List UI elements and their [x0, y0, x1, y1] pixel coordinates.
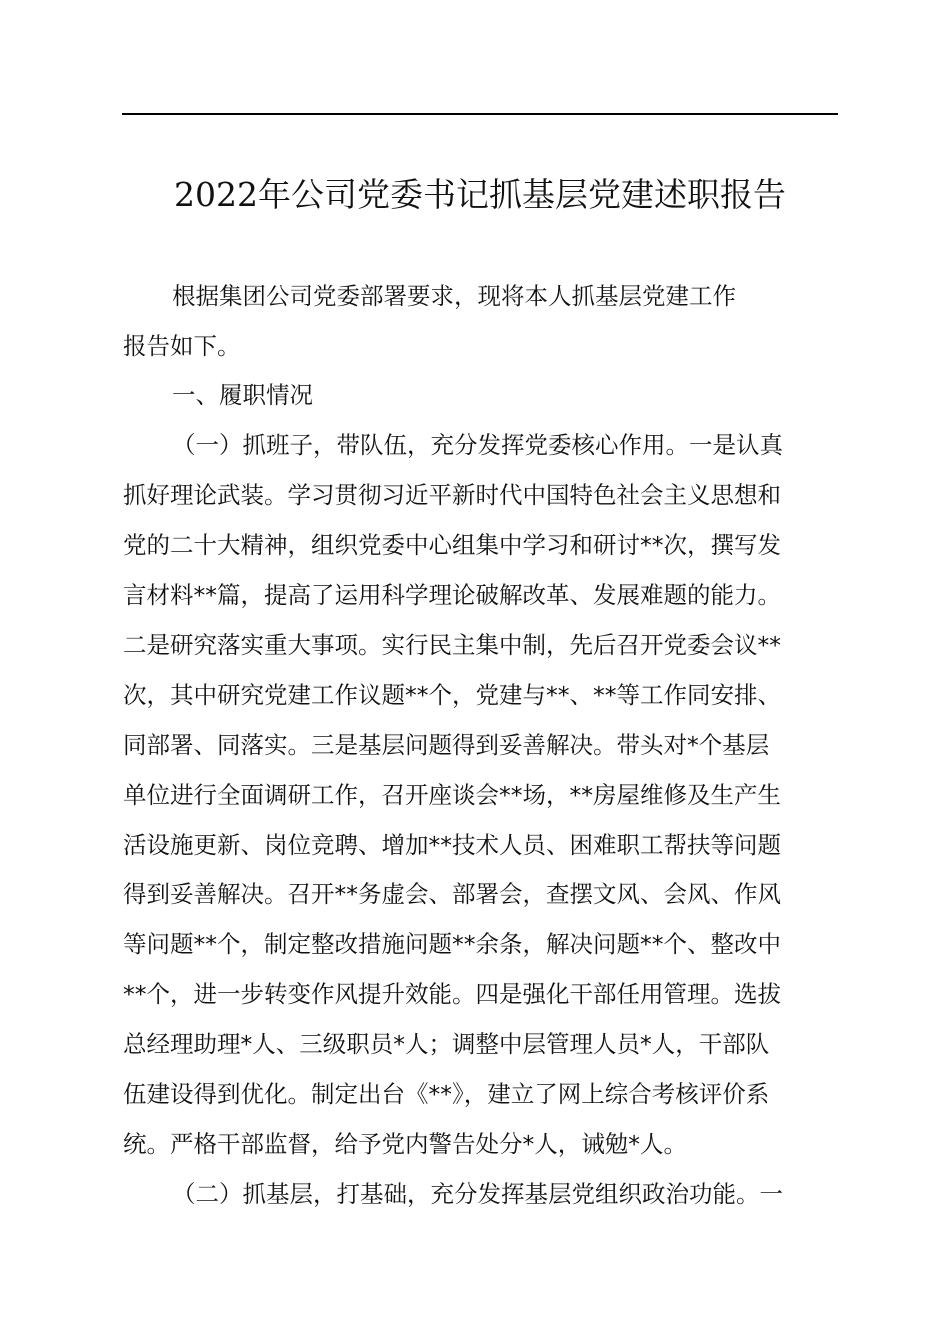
paragraph-line-2: 报告如下。 [123, 332, 241, 360]
paragraph-line-16: 总经理助理*人、三级职员*人；调整中层管理人员*人，干部队 [123, 1030, 770, 1058]
paragraph-line-1: 根据集团公司党委部署要求，现将本人抓基层党建工作 [172, 282, 736, 310]
header-rule [122, 113, 838, 115]
paragraph-line-9: 次，其中研究党建工作议题**个，党建与**、**等工作同安排、 [123, 681, 781, 709]
document-title: 2022年公司党委书记抓基层党建述职报告 [174, 175, 786, 214]
paragraph-line-6: 党的二十大精神，组织党委中心组集中学习和研讨**次，撰写发 [123, 531, 781, 559]
paragraph-line-13: 得到妥善解决。召开**务虚会、部署会，查摆文风、会风、作风 [123, 880, 781, 908]
paragraph-line-12: 活设施更新、岗位竞聘、增加**技术人员、困难职工帮扶等问题 [123, 831, 781, 859]
paragraph-line-11: 单位进行全面调研工作，召开座谈会**场，**房屋维修及生产生 [123, 781, 781, 809]
paragraph-line-10: 同部署、同落实。三是基层问题得到妥善解决。带头对*个基层 [123, 731, 770, 759]
paragraph-line-17: 伍建设得到优化。制定出台《**》，建立了网上综合考核评价系 [123, 1080, 770, 1108]
paragraph-line-15: **个，进一步转变作风提升效能。四是强化干部任用管理。选拔 [123, 980, 781, 1008]
section-heading-1: 一、履职情况 [172, 381, 313, 409]
paragraph-line-8: 二是研究落实重大事项。实行民主集中制，先后召开党委会议** [123, 631, 781, 659]
paragraph-line-4: （一）抓班子，带队伍，充分发挥党委核心作用。一是认真 [172, 431, 783, 459]
paragraph-line-19: （二）抓基层，打基础，充分发挥基层党组织政治功能。一 [172, 1180, 783, 1208]
paragraph-line-5: 抓好理论武装。学习贯彻习近平新时代中国特色社会主义思想和 [123, 481, 781, 509]
paragraph-line-18: 统。严格干部监督，给予党内警告处分*人，诫勉*人。 [123, 1130, 687, 1158]
paragraph-line-7: 言材料**篇，提高了运用科学理论破解改革、发展难题的能力。 [123, 581, 781, 609]
paragraph-line-14: 等问题**个，制定整改措施问题**余条，解决问题**个、整改中 [123, 930, 781, 958]
